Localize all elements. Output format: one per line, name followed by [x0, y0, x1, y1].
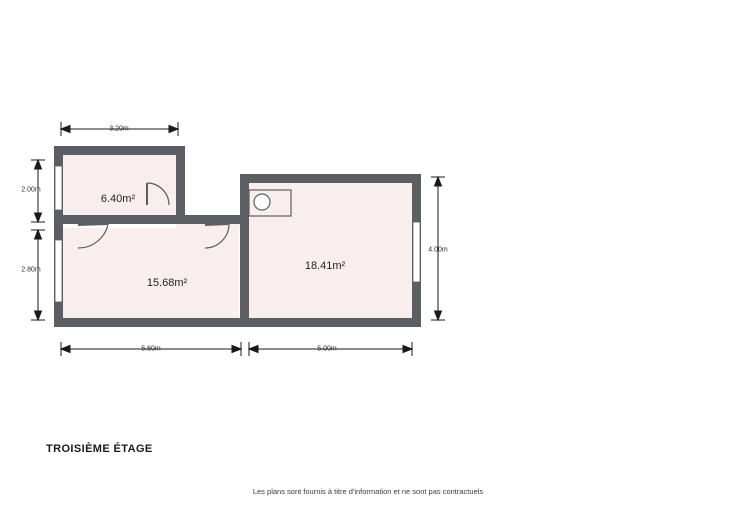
wall-upperleft-right — [176, 146, 185, 218]
dimension-label-right-height: 4.00m — [428, 246, 448, 254]
dimension-label-top-width: 3.20m — [109, 125, 129, 133]
arrow-top-left — [61, 126, 70, 133]
arrow-left-upper-bottom — [35, 213, 42, 222]
fixtures — [249, 190, 291, 216]
dimension-label-left-upper: 2.00m — [21, 186, 41, 194]
wall-between-blocks — [240, 215, 249, 327]
arrow-right-bottom — [435, 311, 442, 320]
window-right — [413, 222, 420, 282]
door-leaf-main-left — [78, 224, 108, 225]
arrow-left-lower-bottom — [35, 311, 42, 320]
room-fill-main-left — [63, 228, 239, 318]
arrow-bottom-right-end — [403, 346, 412, 353]
dimension-label-bottom-left: 5.60m — [141, 345, 161, 353]
arrow-bottom-left-end — [232, 346, 241, 353]
arrow-right-top — [435, 177, 442, 186]
wall-bottom-right — [249, 318, 421, 327]
floor-title: TROISIÈME ÉTAGE — [46, 443, 153, 455]
arrow-left-lower-top — [35, 230, 42, 239]
footer-disclaimer: Les plans sont fournis à titre d'information et ne sont pas contractuels — [252, 487, 484, 496]
arrow-top-right — [169, 126, 178, 133]
wall-bottom-left — [54, 318, 249, 327]
wall-interior-horizontal-left — [63, 215, 185, 224]
arrow-bottom-right-start — [249, 346, 258, 353]
window-left-upper — [55, 166, 62, 210]
dimension-label-bottom-right: 5.00m — [317, 345, 337, 353]
room-area-label-main-left: 15.68m² — [146, 277, 188, 289]
wall-top-left — [54, 146, 185, 155]
fixture-basin-icon — [254, 194, 270, 210]
room-area-label-upper-left: 6.40m² — [100, 193, 136, 205]
wall-corridor-top — [185, 215, 249, 224]
dimension-label-left-lower: 2.80m — [21, 266, 41, 274]
wall-top-right — [240, 174, 421, 183]
room-area-label-right: 18.41m² — [304, 260, 346, 272]
wall-right-block-left — [240, 174, 249, 219]
arrow-left-upper-top — [35, 160, 42, 169]
arrow-bottom-left-start — [61, 346, 70, 353]
window-left-lower — [55, 240, 62, 302]
door-leaf-corridor — [205, 224, 229, 225]
